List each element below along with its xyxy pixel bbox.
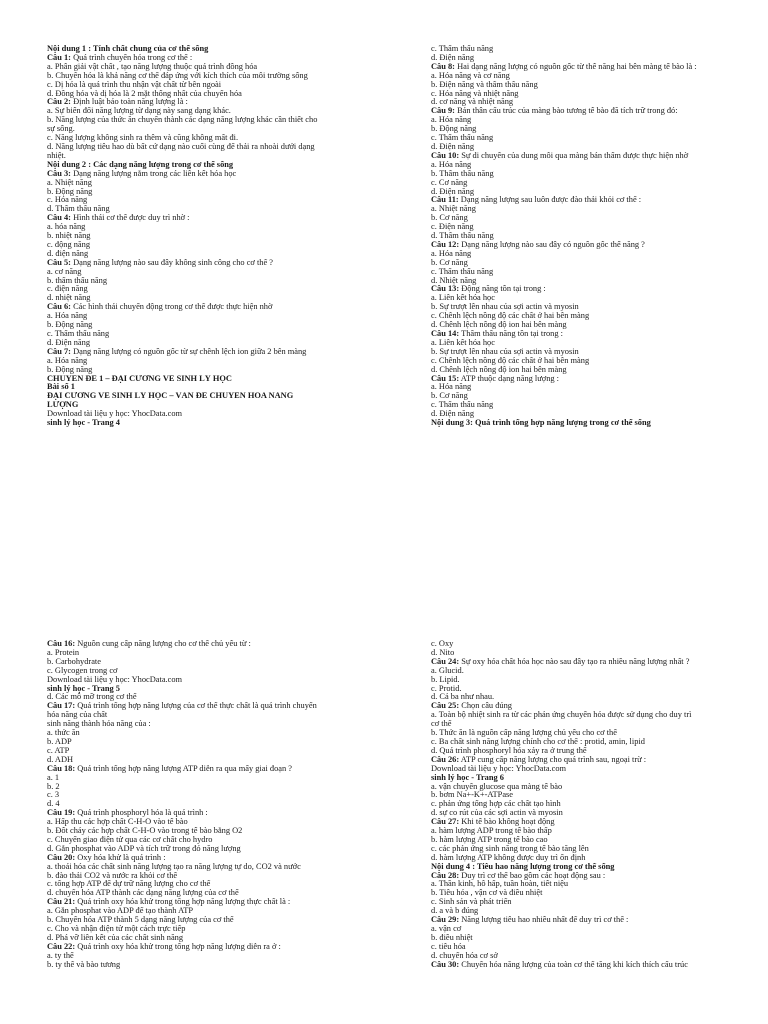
text-line: c. Cho và nhận điện tử một cách trực tiếp bbox=[47, 925, 186, 933]
text-line: c. Hóa năng và nhiệt năng bbox=[431, 89, 519, 98]
text-line: a. Hóa năng bbox=[47, 356, 88, 365]
text-line: a. Hóa năng bbox=[431, 160, 472, 169]
text-line: c. Protid. bbox=[431, 684, 462, 693]
text-line: b. Chuyển hóa ATP thành 5 dạng năng lượng của cơ thể bbox=[47, 916, 234, 925]
question-line: Câu 25: Chọn câu đúng bbox=[431, 702, 512, 711]
question-line: Câu 6: Các hình thái chuyển động trong cơ thể được thực hiện nhờ bbox=[47, 303, 273, 312]
question-number: Câu 21: bbox=[47, 898, 76, 907]
question-line: Câu 4: Hình thái cơ thể được duy trì nhờ : bbox=[47, 214, 190, 223]
question-line: Câu 11: Dạng năng lượng sau luôn được đào thải khỏi cơ thể : bbox=[431, 196, 642, 205]
text-line: cơ thể bbox=[431, 720, 452, 729]
question-line: Câu 27: Khi tế bào không hoạt động bbox=[431, 818, 555, 827]
text-line: b. Động năng bbox=[47, 321, 93, 330]
question-line: Câu 5: Dạng năng lượng nào sau đây không sinh công cho cơ thể ? bbox=[47, 258, 273, 267]
question-number: Câu 9: bbox=[431, 107, 455, 116]
question-number: Câu 8: bbox=[431, 62, 455, 71]
text-line: c. Năng lượng không sinh ra thêm và cũng không mất đi. bbox=[47, 134, 239, 143]
question-line: Câu 8: Hai dạng năng lượng có nguồn gốc từ thế năng hai bên màng tế bào là : bbox=[431, 62, 697, 71]
text-line: a. Phân giải vật chất , tạo năng lượng thuộc quá trình đồng hóa bbox=[47, 62, 258, 71]
question-number: Câu 22: bbox=[47, 942, 76, 951]
text-line: c. phản ứng tổng hợp các chất tạo hình bbox=[431, 800, 561, 809]
text-line: b. Động năng bbox=[47, 365, 93, 374]
section-heading: LƯỢNG bbox=[47, 401, 79, 410]
text-line: c. tiêu hóa bbox=[431, 942, 466, 951]
text-line: c. ATP bbox=[47, 746, 70, 755]
text-line: b. Điện năng và thẩm thấu năng bbox=[431, 80, 538, 89]
question-line: Câu 29: Năng lượng tiêu hao nhiều nhất để duy trì cơ thể : bbox=[431, 916, 629, 925]
question-number: Câu 18: bbox=[47, 764, 76, 773]
question-number: Câu 30: bbox=[431, 960, 460, 969]
question-number: Câu 4: bbox=[47, 214, 71, 223]
question-number: Câu 26: bbox=[431, 755, 460, 764]
text-line: a. Protein bbox=[47, 648, 80, 657]
text-line: a. Thần kinh, hô hấp, tuần hoàn, tiết niệu bbox=[431, 880, 569, 889]
question-number: Câu 24: bbox=[431, 657, 460, 666]
text-line: b. Carbohydrate bbox=[47, 657, 101, 666]
text-line: a. thức ăn bbox=[47, 729, 80, 738]
text-line: b. hàm lượng ATP trong tế bào cao bbox=[431, 835, 548, 844]
text-line: d. Điện năng bbox=[431, 53, 475, 62]
text-line: d. Đồng hóa và dị hóa là 2 mặt thống nhất của chuyển hóa bbox=[47, 89, 242, 98]
question-line: Câu 15: ATP thuộc dạng năng lượng : bbox=[431, 374, 559, 383]
question-number: Câu 5: bbox=[47, 258, 71, 267]
text-line: a. Hóa năng bbox=[431, 383, 472, 392]
text-line: a. Nhiệt năng bbox=[431, 205, 476, 214]
text-line: a. 1 bbox=[47, 773, 60, 782]
text-line: d. sự co rút của các sợi actin và myosin bbox=[431, 809, 563, 818]
text-line: a. Hóa năng bbox=[47, 312, 88, 321]
question-line: Câu 1: Quá trình chuyển hóa trong cơ thể : bbox=[47, 53, 193, 62]
section-heading: sinh lý học - Trang 4 bbox=[47, 419, 120, 428]
text-line: hóa năng của chất bbox=[47, 711, 108, 720]
text-line: a. vận cơ bbox=[431, 925, 462, 933]
text-line: b. 2 bbox=[47, 782, 60, 791]
text-line: b. Thức ăn là nguồn cấp năng lượng chủ yếu cho cơ thể bbox=[431, 729, 617, 738]
question-number: Câu 7: bbox=[47, 347, 71, 356]
text-line: c. Ba chất sinh năng lượng chính cho cơ thể : protid, amin, lipid bbox=[431, 737, 645, 746]
text-line: Download tài liệu y học: YhocData.com bbox=[47, 675, 183, 684]
text-line: b. Thẩm thấu năng bbox=[431, 169, 494, 178]
text-line: b. thẩm thấu năng bbox=[47, 276, 108, 285]
text-line: b. Động năng bbox=[431, 125, 477, 134]
question-number: Câu 6: bbox=[47, 303, 71, 312]
text-line: d. Thẩm thấu năng bbox=[431, 232, 494, 241]
text-line: b. Lipid. bbox=[431, 675, 460, 684]
question-number: Câu 12: bbox=[431, 240, 460, 249]
text-line: c. tổng hợp ATP để dự trữ năng lượng cho cơ thể bbox=[47, 880, 211, 889]
question-number: Câu 11: bbox=[431, 196, 459, 205]
text-line: a. thoái hóa các chất sinh năng lượng tạo ra năng lượng tự do, CO2 và nước bbox=[47, 862, 301, 871]
text-line: a. Hóa năng bbox=[431, 116, 472, 125]
text-line: a. Liên kết hóa học bbox=[431, 338, 495, 347]
text-line: c. Điện năng bbox=[431, 223, 474, 232]
text-line: a. Hóa năng bbox=[431, 249, 472, 258]
text-line: c. Hóa năng bbox=[47, 196, 88, 205]
text-line: d. điện năng bbox=[47, 249, 89, 258]
text-line: b. bơm Na+-K+-ATPase bbox=[431, 791, 514, 800]
section-heading: Nội dung 4 : Tiêu hao năng lượng trong cơ thể sống bbox=[431, 862, 615, 871]
text-line: c. Chênh lệch nồng độ các chất ở hai bên màng bbox=[431, 356, 590, 365]
question-line: Câu 16: Nguồn cung cấp năng lượng cho cơ thể chủ yếu từ : bbox=[47, 640, 251, 648]
text-line: b. Sự trượt lên nhau của sợi actin và myosin bbox=[431, 303, 579, 312]
text-line: d. Điện năng bbox=[431, 187, 475, 196]
text-line: d. Phá vỡ liên kết của các chất sinh năng bbox=[47, 933, 184, 942]
question-line: Câu 10: Sự di chuyển của dung môi qua màng bán thấm được thực hiện nhờ bbox=[431, 151, 689, 160]
text-line: d. Điện năng bbox=[47, 338, 91, 347]
text-line: c. Thẩm thấu năng bbox=[431, 267, 494, 276]
question-line: Câu 18: Quá trình tổng hợp năng lượng ATP diễn ra qua mấy giai đoạn ? bbox=[47, 764, 292, 773]
text-line: d. Điện năng bbox=[431, 410, 475, 419]
text-line: c. 3 bbox=[47, 791, 60, 800]
text-line: d. Nito bbox=[431, 648, 455, 657]
question-number: Câu 3: bbox=[47, 169, 71, 178]
question-line: Câu 13: Động năng tồn tại trong : bbox=[431, 285, 546, 294]
text-line: d. 4 bbox=[47, 800, 60, 809]
question-line: Câu 12: Dạng năng lượng nào sau đây có nguồn gốc thế năng ? bbox=[431, 240, 645, 249]
text-line: b. Tiêu hóa , vận cơ và điều nhiệt bbox=[431, 889, 543, 898]
text-line: a. Nhiệt năng bbox=[47, 178, 92, 187]
question-number: Câu 16: bbox=[47, 640, 76, 648]
text-line: d. cơ năng và nhiệt năng bbox=[431, 98, 514, 107]
section-heading: Bài số 1 bbox=[47, 383, 75, 392]
text-line: b. ty thể và bào tương bbox=[47, 960, 121, 969]
text-line: d. Điện năng bbox=[431, 142, 475, 151]
text-line: b. Cơ năng bbox=[431, 392, 468, 401]
text-line: a. Hấp thu các hợp chất C-H-O vào tế bào bbox=[47, 818, 188, 827]
question-number: Câu 10: bbox=[431, 151, 460, 160]
text-line: a. hóa năng bbox=[47, 223, 86, 232]
section-heading: sinh lý học - Trang 5 bbox=[47, 684, 120, 693]
section-heading: Nội dung 1 : Tính chất chung của cơ thể sống bbox=[47, 45, 209, 53]
text-line: a. Gắn phosphat vào ADP để tạo thành ATP bbox=[47, 907, 193, 916]
text-line: nhiệt. bbox=[47, 151, 66, 160]
text-line: Download tài liệu y học: YhocData.com bbox=[47, 410, 183, 419]
question-line: Câu 19: Quá trình phosphoryl hóa là quá trình : bbox=[47, 809, 208, 818]
text-line: a. Toàn bộ nhiệt sinh ra từ các phản ứng chuyển hóa được sử dụng cho duy trì bbox=[431, 711, 692, 720]
question-number: Câu 14: bbox=[431, 330, 460, 338]
text-line: sinh năng thành hóa năng của : bbox=[47, 720, 151, 729]
text-line: b. ADP bbox=[47, 737, 72, 746]
text-line: d. Năng lượng tiêu hao dù bất cứ dạng nào cuối cùng để thải ra nhoài dưới dạng bbox=[47, 142, 315, 151]
question-line: Câu 24: Sự oxy hóa chất hóa học nào sau đây tạo ra nhiều năng lượng nhất ? bbox=[431, 657, 690, 666]
text-line: b. Chuyển hóa là khả năng cơ thể đáp ứng với kích thích của môi trường sống bbox=[47, 71, 308, 80]
text-line: sự sống. bbox=[47, 125, 75, 134]
text-line: a. hàm lượng ADP trong tế bào thấp bbox=[431, 827, 552, 836]
text-line: c. Thẩm thấu năng bbox=[47, 330, 110, 338]
text-line: b. Cơ năng bbox=[431, 258, 468, 267]
text-line: c. Dị hóa là quá trình thu nhận vật chất từ bên ngoài bbox=[47, 80, 222, 89]
text-line: d. a và b đúng bbox=[431, 907, 479, 916]
question-number: Câu 19: bbox=[47, 809, 76, 818]
question-line: Câu 20: Oxy hóa khử là quá trình : bbox=[47, 853, 166, 862]
text-line: d. chuyển hóa cơ sở bbox=[431, 951, 498, 960]
text-line: d. Thẩm thấu năng bbox=[47, 205, 110, 214]
question-line: Câu 30: Chuyển hóa năng lượng của toàn cơ thể tăng khi kích thích cấu trúc bbox=[431, 960, 688, 969]
question-line: Câu 28: Duy trì cơ thể bao gồm các hoạt động sau : bbox=[431, 871, 606, 880]
text-line: c. Oxy bbox=[431, 640, 454, 648]
text-line: b. Đốt cháy các hợp chất C-H-O vào trong tế bào bằng O2 bbox=[47, 827, 243, 836]
text-line: d. Các mô mỡ trong cơ thể bbox=[47, 693, 137, 702]
question-line: Câu 22: Quá trình oxy hóa khử trong tổng hợp năng lượng diễn ra ở : bbox=[47, 942, 281, 951]
text-line: c. Glycogen trong cơ bbox=[47, 666, 118, 675]
question-number: Câu 25: bbox=[431, 702, 460, 711]
question-number: Câu 2: bbox=[47, 98, 71, 107]
section-heading: sinh lý học - Trang 6 bbox=[431, 773, 504, 782]
text-line: b. nhiệt năng bbox=[47, 232, 91, 241]
text-line: b. Năng lượng của thức ăn chuyển thành các dạng năng lượng khác cần thiết cho bbox=[47, 116, 318, 125]
text-line: d. nhiệt năng bbox=[47, 294, 91, 303]
question-line: Câu 7: Dạng năng lượng có nguồn gốc từ sự chênh lệch ion giữa 2 bên màng bbox=[47, 347, 307, 356]
question-line: Câu 3: Dạng năng lượng nằm trong các liên kết hóa học bbox=[47, 169, 237, 178]
page-5-right-column bbox=[431, 640, 751, 970]
text-line: a. ty thể bbox=[47, 951, 74, 960]
text-line: b. Cơ năng bbox=[431, 214, 468, 223]
text-line: a. vận chuyển glucose qua màng tế bào bbox=[431, 782, 563, 791]
text-line: d. ADH bbox=[47, 755, 74, 764]
text-line: d. Cả ba như nhau. bbox=[431, 693, 495, 702]
text-line: b. đào thải CO2 và nước ra khỏi cơ thể bbox=[47, 871, 178, 880]
section-heading: CHUYÊN ĐỀ 1 – ĐẠI CƯƠNG VỀ SINH LÝ HỌC bbox=[47, 374, 232, 383]
page-4-left-column bbox=[47, 45, 377, 428]
text-line: c. Chuyển giao điện tử qua các cơ chất cho hydro bbox=[47, 835, 213, 844]
text-line: c. các phản ứng sinh năng trong tế bào tăng lên bbox=[431, 844, 589, 853]
section-heading: Nội dung 3: Quá trình tổng hợp năng lượng trong cơ thể sống bbox=[431, 419, 651, 428]
text-line: b. Sự trượt lên nhau của sợi actin và myosin bbox=[431, 347, 579, 356]
question-number: Câu 17: bbox=[47, 702, 76, 711]
question-number: Câu 1: bbox=[47, 53, 71, 62]
text-line: d. Quá trình phosphoryl hóa xảy ra ở trung thể bbox=[431, 746, 587, 755]
text-line: c. Thẩm thấu năng bbox=[431, 134, 494, 143]
question-number: Câu 29: bbox=[431, 916, 460, 925]
text-line: c. Thẩm thấu năng bbox=[431, 45, 494, 53]
section-heading: Nội dung 2 : Các dạng năng lượng trong cơ thể sống bbox=[47, 160, 234, 169]
text-line: b. điều nhiệt bbox=[431, 933, 473, 942]
text-line: c. Chênh lệch nồng độ các chất ở hai bên màng bbox=[431, 312, 590, 321]
text-line: a. Liên kết hóa học bbox=[431, 294, 495, 303]
question-number: Câu 20: bbox=[47, 853, 76, 862]
question-line: Câu 26: ATP cung cấp năng lượng cho quá trình sau, ngoại trừ : bbox=[431, 755, 647, 764]
text-line: d. hàm lượng ATP không được duy trì ổn định bbox=[431, 853, 586, 862]
text-line: c. Thẩm thấu năng bbox=[431, 401, 494, 410]
text-line: c. điện năng bbox=[47, 285, 88, 294]
text-line: c. Sinh sản và phát triển bbox=[431, 898, 512, 907]
text-line: d. Chênh lệch nồng độ ion hai bên màng bbox=[431, 321, 567, 330]
text-line: d. Nhiệt năng bbox=[431, 276, 477, 285]
question-number: Câu 28: bbox=[431, 871, 460, 880]
text-line: c. động năng bbox=[47, 240, 91, 249]
text-line: d. Chênh lệch nồng độ ion hai bên màng bbox=[431, 365, 567, 374]
question-line: Câu 14: Thẩm thấu năng tồn tại trong : bbox=[431, 330, 563, 338]
page-5-left-column bbox=[47, 640, 377, 970]
question-line: Câu 21: Quá trình oxy hóa khử trong tổng hợp năng lượng thực chất là : bbox=[47, 898, 291, 907]
text-line: d. Gắn phosphat vào ADP và tích trữ trong đó năng lượng bbox=[47, 844, 241, 853]
question-line: Câu 17: Quá trình tổng hợp năng lượng của cơ thể thực chất là quá trình chuyển bbox=[47, 702, 317, 711]
text-line: Download tài liệu y học: YhocData.com bbox=[431, 764, 567, 773]
question-number: Câu 13: bbox=[431, 285, 460, 294]
text-line: a. Glucid. bbox=[431, 666, 464, 675]
text-line: a. cơ năng bbox=[47, 267, 82, 276]
question-number: Câu 15: bbox=[431, 374, 460, 383]
text-line: b. Động năng bbox=[47, 187, 93, 196]
page-4-right-column bbox=[431, 45, 751, 428]
question-line: Câu 2: Định luật bảo toàn năng lượng là : bbox=[47, 98, 188, 107]
question-number: Câu 27: bbox=[431, 818, 460, 827]
section-heading: ĐẠI CƯƠNG VỀ SINH LÝ HỌC – VẤN ĐỀ CHUYỂN HÓA NĂNG bbox=[47, 392, 294, 401]
text-line: a. Sự biến đổi năng lượng từ dạng này sang dạng khác. bbox=[47, 107, 231, 116]
text-line: c. Cơ năng bbox=[431, 178, 468, 187]
text-line: a. Hóa năng và cơ năng bbox=[431, 71, 510, 80]
question-line: Câu 9: Bản thân cấu trúc của màng bào tương tế bào đã tích trữ trong đó: bbox=[431, 107, 678, 116]
text-line: d. chuyển hóa ATP thành các dạng năng lượng của cơ thể bbox=[47, 889, 239, 898]
